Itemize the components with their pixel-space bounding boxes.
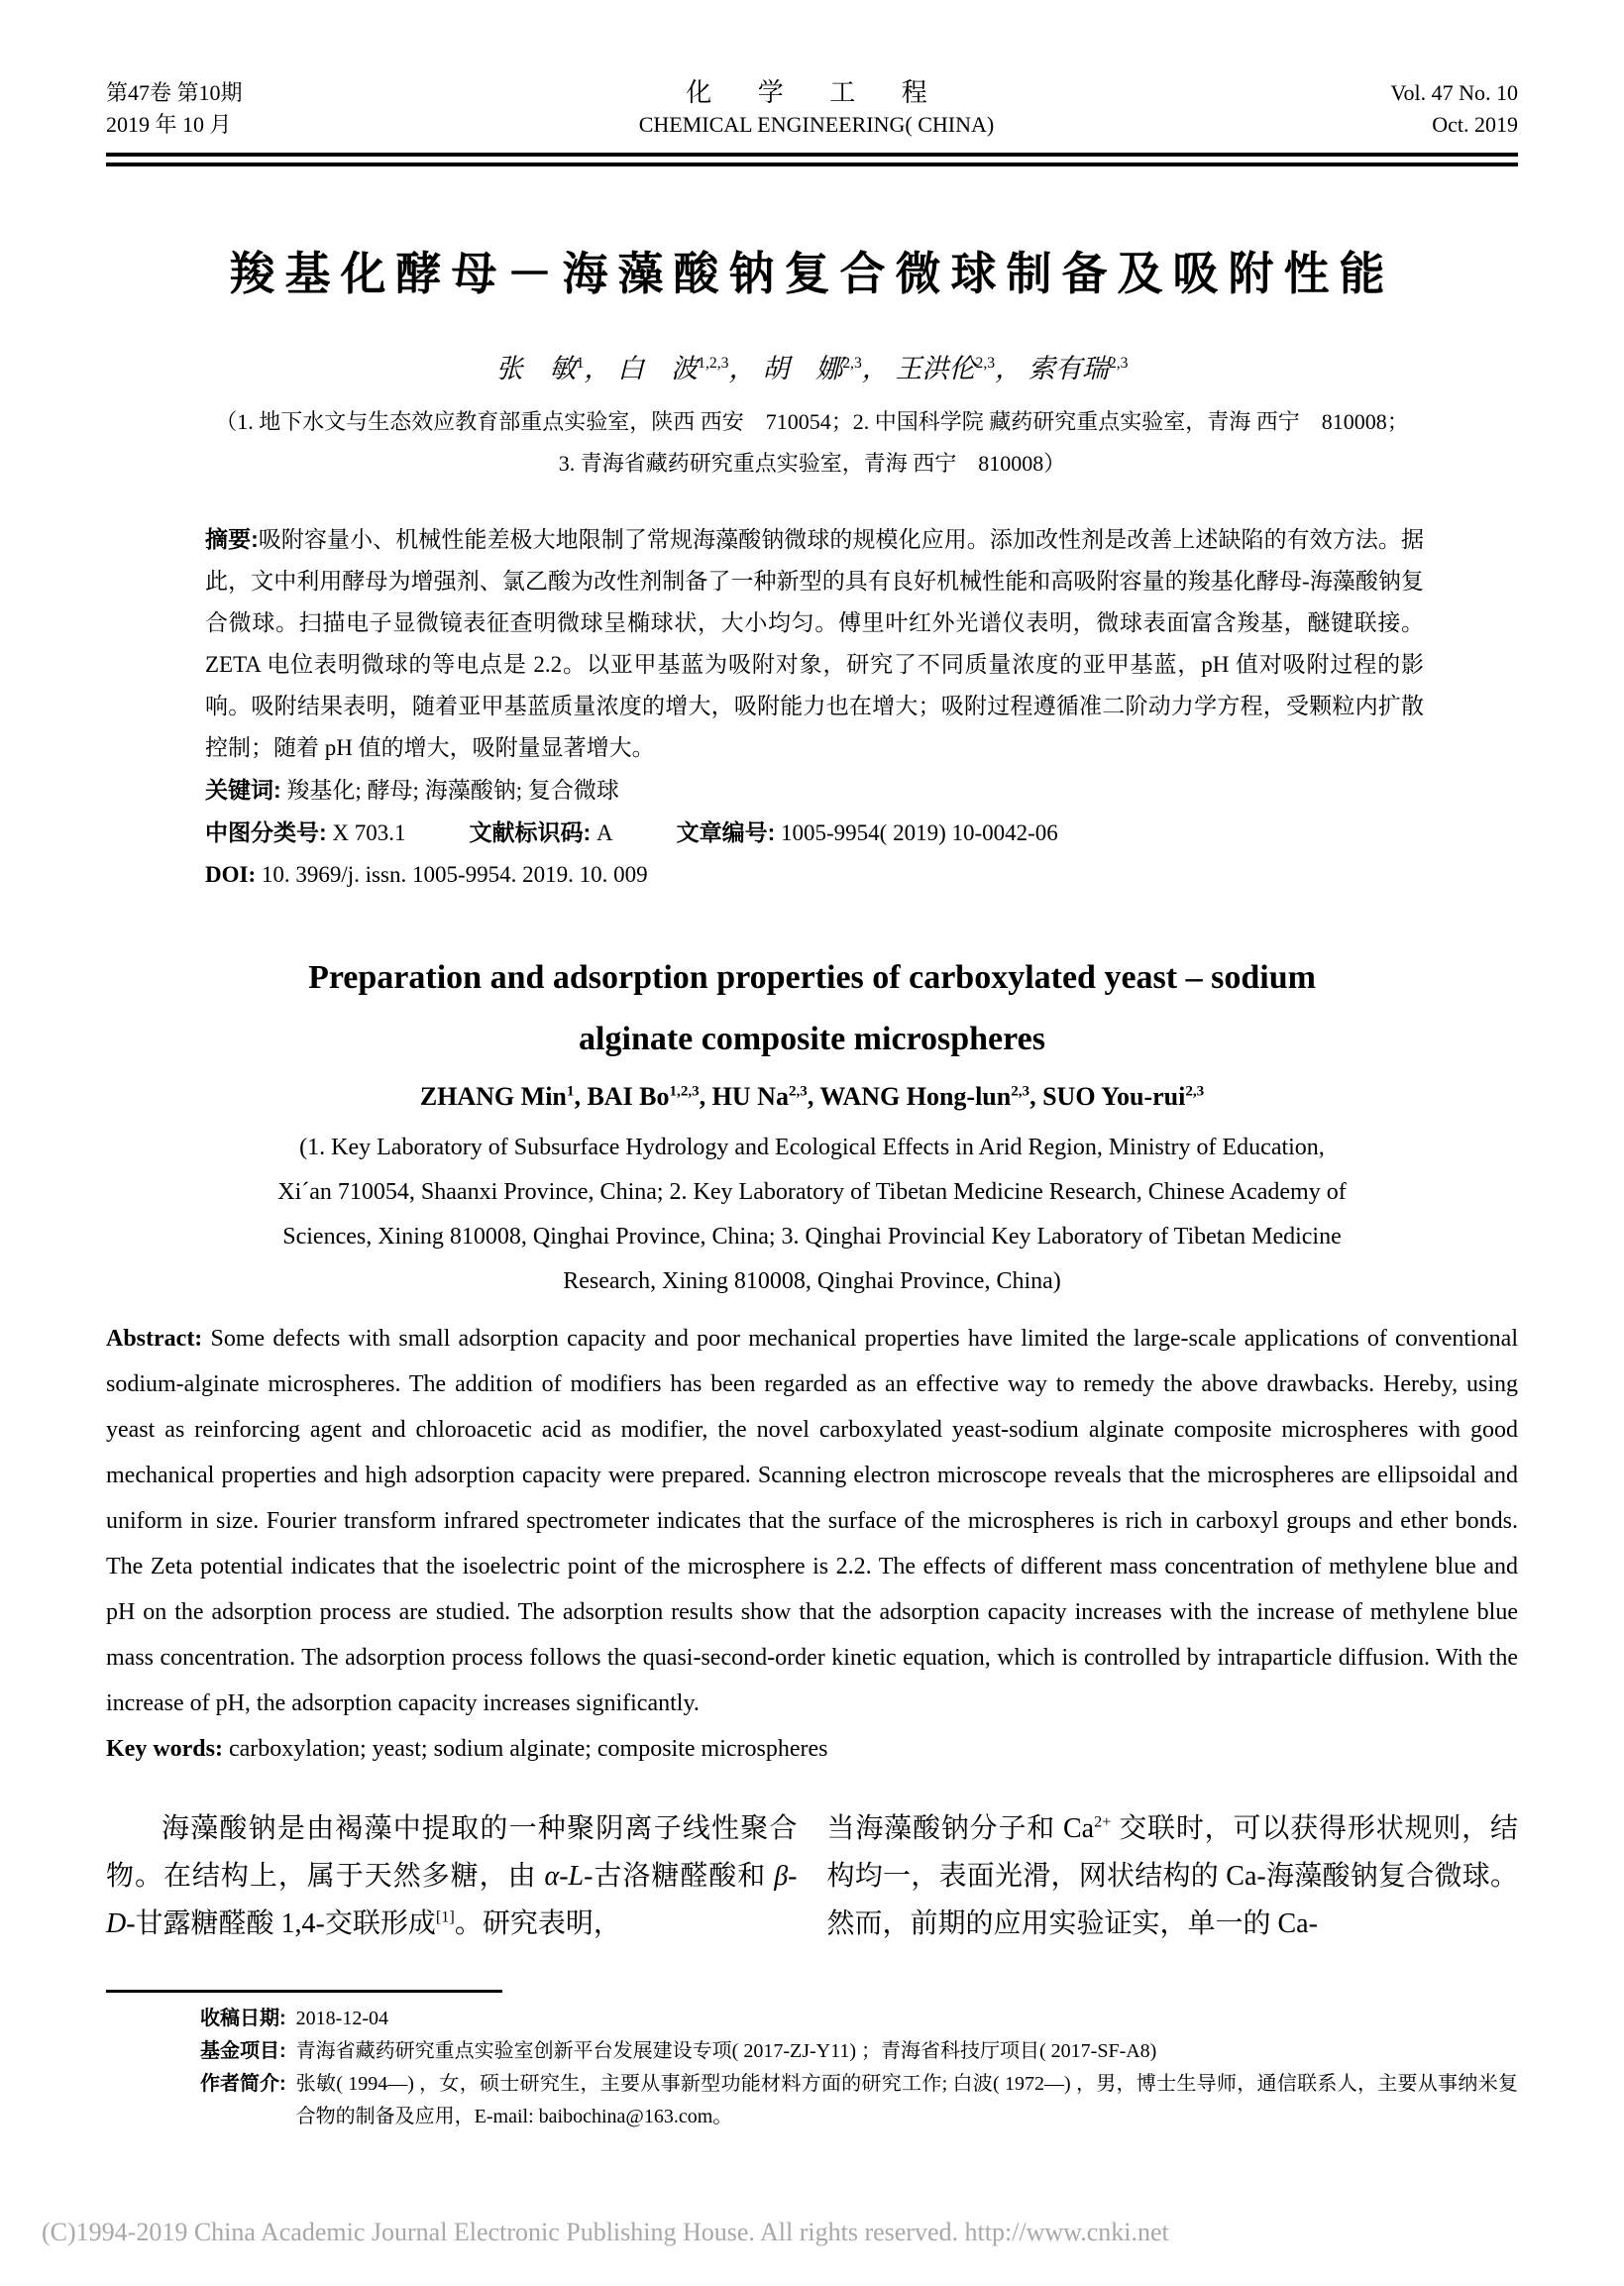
author-en: BAI Bo$^{1,2,3}$, bbox=[587, 1082, 712, 1111]
abstract-label-cn: 摘要: bbox=[205, 526, 259, 552]
author-cn: 张 敏$^1$， bbox=[495, 354, 611, 383]
received-date-value: 2018-12-04 bbox=[295, 2008, 388, 2029]
abstract-block-cn bbox=[205, 518, 1424, 896]
volume-issue-cn: 第47卷 第10期 bbox=[106, 80, 243, 105]
header-right bbox=[1390, 77, 1518, 141]
document-code: 文献标识码: A bbox=[469, 819, 613, 845]
journal-name-en: CHEMICAL ENGINEERING( CHINA) bbox=[638, 112, 995, 137]
affiliations-en bbox=[106, 1126, 1518, 1304]
affiliation-cn-line: 3. 青海省藏药研究重点实验室，青海 西宁 810008） bbox=[558, 451, 1066, 476]
affiliation-en-line: (1. Key Laboratory of Subsurface Hydrology and Ecological Effects in Arid Region, Ministry of Education, bbox=[299, 1135, 1325, 1160]
affiliation-en-line: Xi´an 710054, Shaanxi Province, China; 2. Key Laboratory of Tibetan Medicine Research, Chinese Academy of bbox=[277, 1179, 1347, 1205]
author-cn: 胡 娜$^{2,3}$， bbox=[762, 354, 889, 383]
abstract-text-cn: 吸附容量小、机械性能差极大地限制了常规海藻酸钠微球的规模化应用。添加改性剂是改善上述缺陷的有效方法。据此，文中利用酵母为增强剂、氯乙酸为改性剂制备了一种新型的具有良好机械性能和高吸附容量的羧基化酵母-海藻酸钠复合微球。扫描电子显微镜表征查明微球呈椭球状，大小均匀。傅里叶红外光谱仪表明，微球表面富含羧基，醚键联接。ZETA 电位表明微球的等电点是 2.2。以亚甲基蓝为吸附对象，研究了不同质量浓度的亚甲基蓝，pH 值对吸附过程的影响。吸附结果表明，随着亚甲基蓝质量浓度的增大，吸附能力也在增大；吸附过程遵循准二阶动力学方程，受颗粒内扩散控制；随着 pH 值的增大，吸附量显著增大。 bbox=[205, 527, 1424, 760]
affiliations-cn bbox=[106, 401, 1518, 485]
journal-name-cn: 化 学 工 程 bbox=[686, 78, 947, 107]
keywords-label-cn: 关键词: bbox=[205, 777, 281, 803]
body-paragraph-right: 当海藻酸钠分子和 $Ca^{2+}$ 交联时，可以获得形状规则，结构均一，表面光滑，网状结构的 Ca-海藻酸钠复合微球。然而，前期的应用实验证实，单一的 Ca- bbox=[826, 1812, 1518, 1939]
header-center bbox=[639, 77, 994, 141]
doi-label: DOI: bbox=[205, 862, 257, 887]
affiliation-cn-line: （1. 地下水文与生态效应教育部重点实验室，陕西 西安 710054；2. 中国科学院 藏药研究重点实验室，青海 西宁 810008； bbox=[215, 409, 1409, 434]
author-bio-row bbox=[200, 2068, 1518, 2133]
body-column-right bbox=[827, 1805, 1519, 1948]
abstract-text-en: Some defects with small adsorption capacity and poor mechanical properties have limited the large-scale applications of conventional sodium-alginate microspheres. The addition of modifiers has been regarded as an effective way to remedy the above drawbacks. Hereby, using yeast as reinforcing agent and chloroacetic acid as modifier, the novel carboxylated yeast-sodium alginate composite microspheres with good mechanical properties and high adsorption capacity were prepared. Scanning electron microscope reveals that the microspheres are ellipsoidal and uniform in size. Fourier transform infrared spectrometer indicates that the surface of the microspheres is rich in carboxyl groups and ether bonds. The Zeta potential indicates that the isoelectric point of the microsphere is 2.2. The effects of different mass concentration of methylene blue and pH on the adsorption process are studied. The adsorption results show that the adsorption capacity increases with the increase of methylene blue mass concentration. The adsorption process follows the quasi-second-order kinetic equation, which is controlled by intraparticle diffusion. With the increase of pH, the adsorption capacity increases significantly. bbox=[106, 1326, 1519, 1716]
author-cn: 王洪伦$^{2,3}$， bbox=[895, 354, 1023, 383]
abstract-en bbox=[106, 1316, 1518, 1726]
title-en-line2: alginate composite microspheres bbox=[579, 1021, 1045, 1057]
author-cn: 索有瑞$^{2,3}$ bbox=[1028, 354, 1129, 383]
body-column-left bbox=[106, 1805, 798, 1948]
keywords-en bbox=[106, 1726, 1518, 1772]
fund-project-value: 青海省藏药研究重点实验室创新平台发展建设专项( 2017-ZJ-Y11) ；青海省科技厅项目( 2017-SF-A8) bbox=[295, 2040, 1157, 2062]
title-en-line1: Preparation and adsorption properties of carboxylated yeast – sodium bbox=[308, 959, 1316, 996]
footnote-rows bbox=[200, 2003, 1518, 2133]
affiliation-en-line: Research, Xining 810008, Qinghai Province, China) bbox=[563, 1268, 1061, 1294]
cnki-watermark: (C)1994-2019 China Academic Journal Electronic Publishing House. All rights reserved. http://www.cnki.net bbox=[42, 2218, 1169, 2246]
abstract-cn bbox=[205, 518, 1424, 769]
author-bio-label: 作者简介: bbox=[200, 2073, 286, 2095]
fund-project-label: 基金项目: bbox=[200, 2040, 286, 2062]
article-title-cn: 羧基化酵母－海藻酸钠复合微球制备及吸附性能 bbox=[229, 249, 1395, 299]
clc-number: 中图分类号: X 703.1 bbox=[205, 819, 406, 845]
footnote bbox=[106, 1990, 1518, 2133]
date-en: Oct. 2019 bbox=[1432, 112, 1518, 137]
citation-ref: [1] bbox=[435, 1907, 455, 1926]
body-columns bbox=[106, 1805, 1518, 1948]
author-en: WANG Hong-lun$^{2,3}$, bbox=[819, 1082, 1043, 1111]
abstract-label-en: Abstract: bbox=[106, 1326, 203, 1352]
author-cn: 白 波$^{1,2,3}$， bbox=[617, 354, 756, 383]
keywords-text-en: carboxylation; yeast; sodium alginate; composite microspheres bbox=[228, 1736, 828, 1762]
header-divider bbox=[106, 153, 1518, 166]
author-bio-value: 张敏( 1994—) ，女，硕士研究生，主要从事新型功能材料方面的研究工作; 白波( 1972—) ，男，博士生导师，通信联系人，主要从事纳米复合物的制备及应用，E-mail: baibochina@163.com。 bbox=[295, 2073, 1518, 2127]
journal-header bbox=[106, 77, 1518, 141]
received-date-label: 收稿日期: bbox=[200, 2008, 286, 2029]
author-en: ZHANG Min$^1$, bbox=[419, 1082, 588, 1111]
fund-project-row bbox=[200, 2035, 1518, 2068]
received-date-row bbox=[200, 2003, 1518, 2035]
author-en: HU Na$^{2,3}$, bbox=[711, 1082, 820, 1111]
author-en: SUO You-rui$^{2,3}$ bbox=[1042, 1082, 1205, 1111]
volume-issue-en: Vol. 47 No. 10 bbox=[1390, 80, 1518, 105]
keywords-text-cn: 羧基化; 酵母; 海藻酸钠; 复合微球 bbox=[286, 778, 619, 803]
article-title-en bbox=[106, 947, 1518, 1070]
footnote-divider bbox=[106, 1990, 502, 1993]
date-cn: 2019 年 10 月 bbox=[106, 112, 232, 137]
header-left bbox=[106, 77, 243, 141]
doi-line bbox=[205, 854, 1424, 896]
doi-value: 10. 3969/j. issn. 1005-9954. 2019. 10. 009 bbox=[261, 862, 648, 887]
body-paragraph-left: 海藻酸钠是由褐藻中提取的一种聚阴离子线性聚合物。在结构上，属于天然多糖，由 α-L-古洛糖醛酸和 β-D-甘露糖醛酸 1,4-交联形成[1]。研究表明， bbox=[106, 1813, 798, 1939]
affiliation-en-line: Sciences, Xining 810008, Qinghai Province, China; 3. Qinghai Provincial Key Laboratory of Tibetan Medicine bbox=[282, 1224, 1342, 1250]
article-id: 文章编号: 1005-9954( 2019) 10-0042-06 bbox=[676, 819, 1058, 845]
keywords-label-en: Key words: bbox=[106, 1736, 223, 1762]
authors-cn bbox=[106, 347, 1518, 385]
authors-en bbox=[106, 1082, 1518, 1112]
keywords-cn bbox=[205, 769, 1424, 812]
classification-line bbox=[205, 812, 1424, 854]
